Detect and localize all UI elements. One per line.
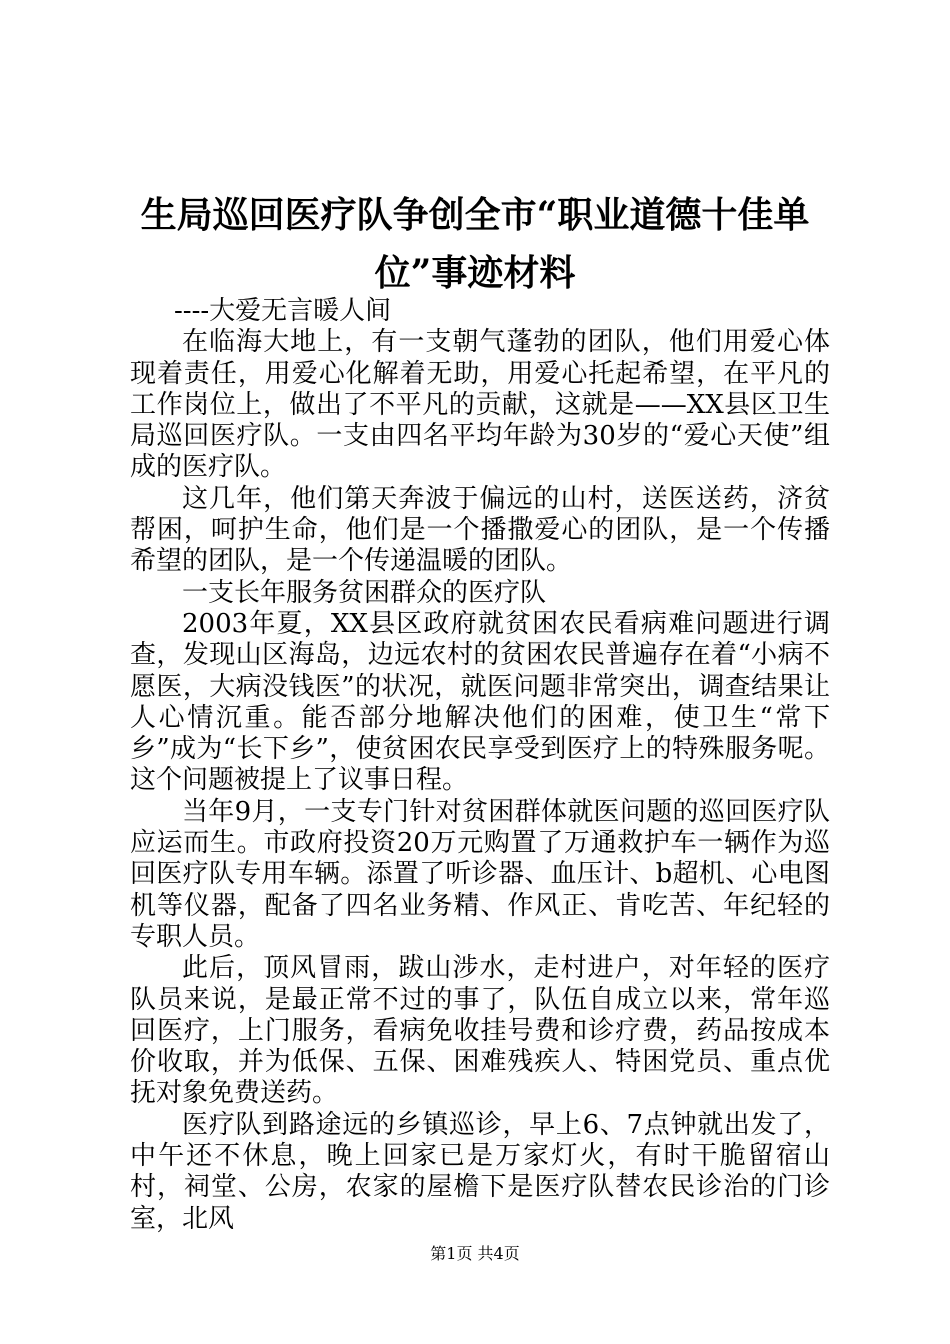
page-footer: 第1页 共4页 (430, 1244, 520, 1263)
document-title: 生局巡回医疗队争创全市“职业道德十佳单位”事迹材料 (140, 194, 810, 294)
paragraph-intro: 在临海大地上，有一支朝气蓬勃的团队，他们用爱心体现着责任，用爱心化解着无助，用爱心托起希望，在平凡的工作岗位上，做出了不平凡的贡献，这就是——XX县区卫生局巡回医疗队。一支由四名平均年龄为30岁的“爱心天使”组成的医疗队。 (130, 327, 830, 483)
paragraph-2003-survey: 2003年夏，XX县区政府就贫困农民看病难问题进行调查，发现山区海岛，边远农村的贫困农民普遍存在着“小病不愿医，大病没钱医”的状况，就医问题非常突出，调查结果让人心情沉重。能否部分地解决他们的困难，使卫生“常下乡”成为“长下乡”，使贫困农民享受到医疗上的特殊服务呢。这个问题被提上了议事日程。 (130, 608, 830, 796)
paragraph-recent-years: 这几年，他们第天奔波于偏远的山村，送医送药，济贫帮困，呵护生命，他们是一个播撒爱心的团队，是一个传播希望的团队，是一个传递温暖的团队。 (130, 483, 830, 577)
paragraph-service: 此后，顶风冒雨，跋山涉水，走村进户，对年轻的医疗队员来说，是最正常不过的事了，队伍自成立以来，常年巡回医疗，上门服务，看病免收挂号费和诊疗费，药品按成本价收取，并为低保、五保、困难残疾人、特困党员、重点优抚对象免费送药。 (130, 953, 830, 1109)
document-body (130, 296, 830, 1235)
paragraph-remote-visits: 医疗队到路途远的乡镇巡诊，早上6、7点钟就出发了，中午还不休息，晚上回家已是万家灯火，有时干脆留宿山村，祠堂、公房，农家的屋檐下是医疗队替农民诊治的门诊室，北风 (130, 1109, 830, 1234)
section-heading: 一支长年服务贫困群众的医疗队 (182, 577, 547, 608)
paragraph-team-founded: 当年9月，一支专门针对贫困群体就医问题的巡回医疗队应运而生。市政府投资20万元购置了万通救护车一辆作为巡回医疗队专用车辆。添置了听诊器、血压计、b超机、心电图机等仪器，配备了四名业务精、作风正、肯吃苦、年纪轻的专职人员。 (130, 796, 830, 952)
document-subtitle: ----大爱无言暖人间 (174, 296, 392, 326)
